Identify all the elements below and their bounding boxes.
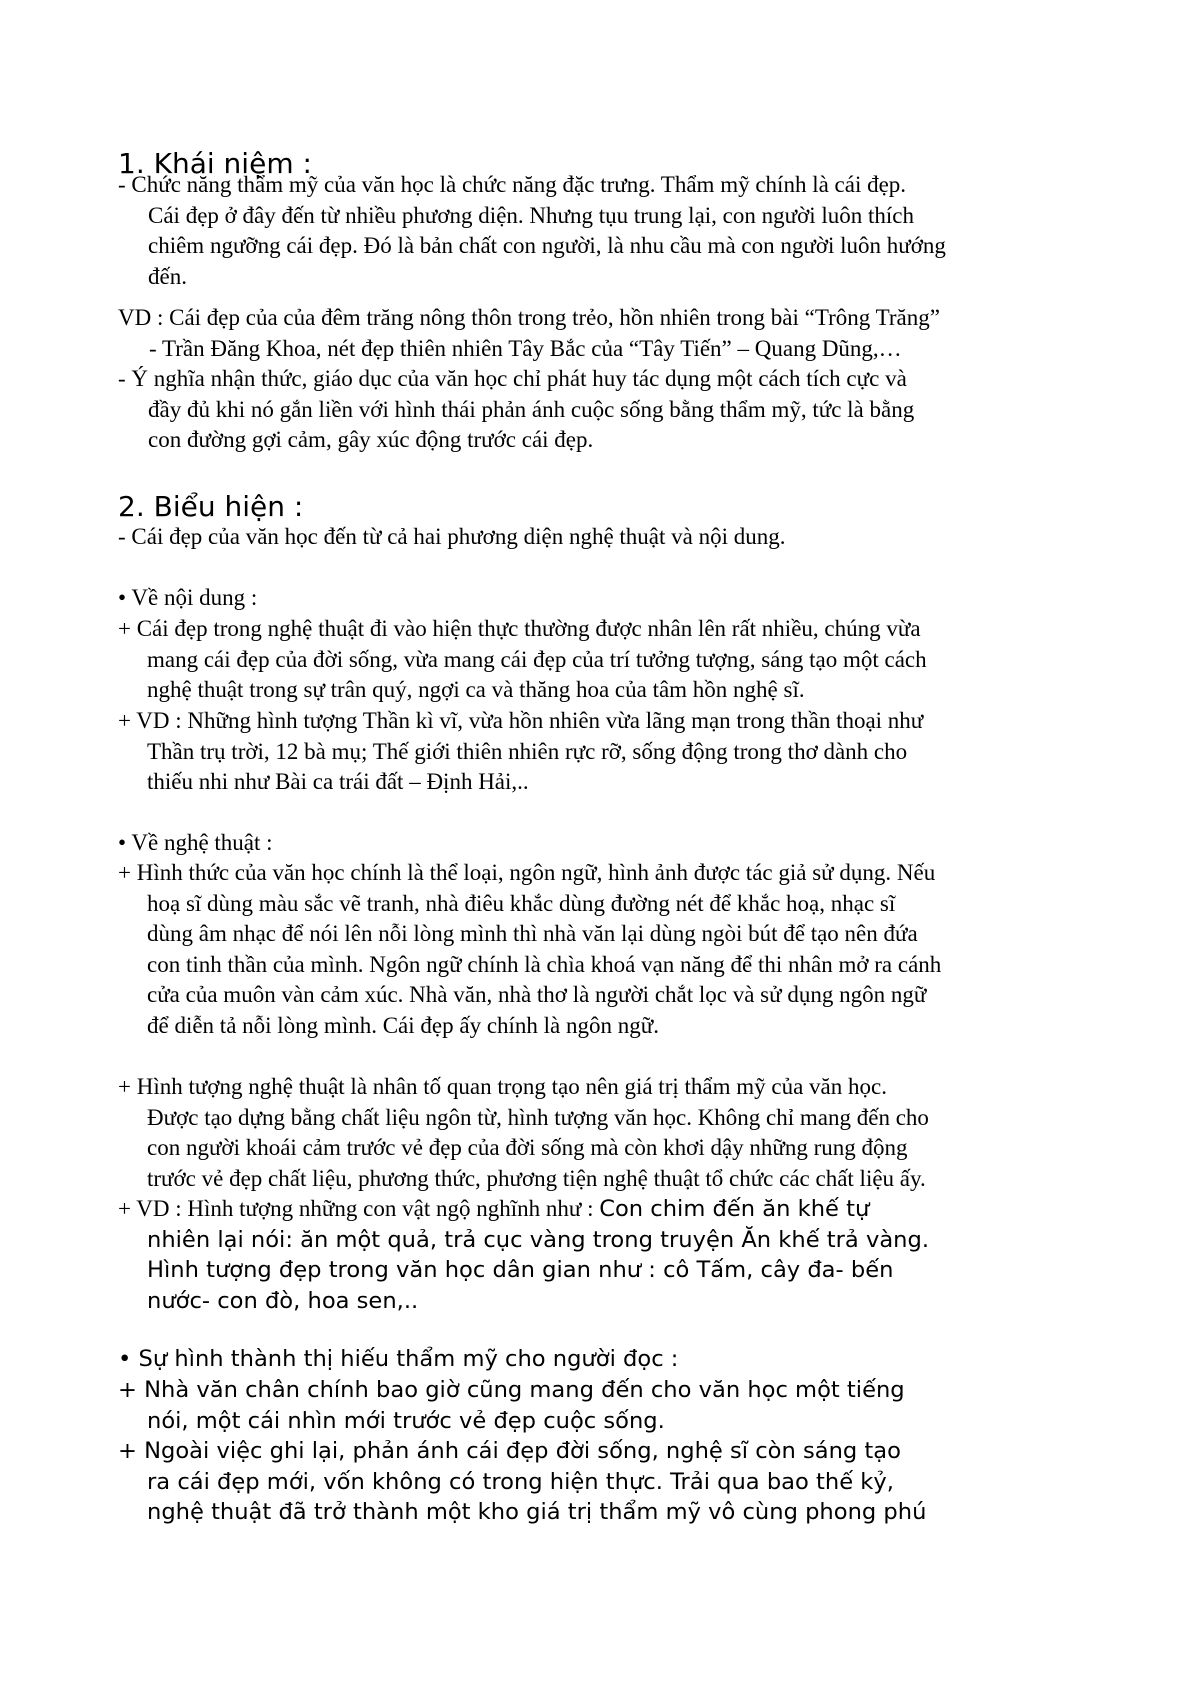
content-point-1 (118, 614, 927, 706)
text-line: + VD : Những hình tượng Thần kì vĩ, vừa hồn nhiên vừa lãng mạn trong thần thoại như (118, 708, 924, 733)
text-line: con tinh thần của mình. Ngôn ngữ chính là chìa khoá vạn năng để thi nhân mở ra cánh (147, 951, 942, 977)
intro-paragraph (118, 522, 786, 553)
section-2-title: 2. Biểu hiện : (118, 490, 304, 523)
text-line: - Ý nghĩa nhận thức, giáo dục của văn học chỉ phát huy tác dụng một cách tích cực và (118, 366, 907, 391)
section-1-title: 1. Khái niệm : (118, 147, 312, 180)
content-heading (118, 583, 257, 614)
text-line: VD : Cái đẹp của của đêm trăng nông thôn trong trẻo, hồn nhiên trong bài “Trông Trăng” (118, 305, 940, 330)
text-line: nghệ thuật trong sự trân quý, ngợi ca và thăng hoa của tâm hồn nghệ sĩ. (147, 677, 805, 702)
text-line: Thần trụ trời, 12 bà mụ; Thế giới thiên nhiên rực rỡ, sống động trong thơ dành cho (147, 738, 908, 764)
text-line: - Chức năng thẩm mỹ của văn học là chức năng đặc trưng. Thẩm mỹ chính là cái đẹp. (118, 172, 907, 197)
text-line: mang cái đẹp của đời sống, vừa mang cái đẹp của trí tưởng tượng, sáng tạo một cách (147, 646, 927, 672)
text-line: dùng âm nhạc để nói lên nỗi lòng mình thì nhà văn lại dùng ngòi bút để tạo nên đứa (147, 921, 918, 946)
content-point-2 (118, 706, 923, 798)
text-line: đến. (148, 263, 187, 289)
text-line: trước vẻ đẹp chất liệu, phương thức, phương tiện nghệ thuật tổ chức các chất liệu ấy. (147, 1165, 926, 1191)
text-line: để diễn tả nỗi lòng mình. Cái đẹp ấy chính là ngôn ngữ. (147, 1012, 659, 1038)
example-paragraph (118, 303, 940, 364)
art-heading (118, 828, 273, 859)
text-line: chiêm ngưỡng cái đẹp. Đó là bản chất con người, là nhu cầu mà con người luôn hướng (148, 233, 946, 258)
text-line: đầy đủ khi nó gắn liền với hình thái phản ánh cuộc sống bằng thẩm mỹ, tức là bằng (148, 396, 915, 422)
example-sans-part: Con chim đến ăn khế tự (599, 1196, 870, 1222)
taste-point-1 (118, 1375, 905, 1436)
text-line: thiếu nhi như Bài ca trái đất – Định Hải,.. (147, 769, 529, 794)
text-line: + Cái đẹp trong nghệ thuật đi vào hiện thực thường được nhân lên rất nhiều, chúng vừa (118, 616, 921, 641)
text-line: nhiên lại nói: ăn một quả, trả cục vàng trong truyện Ăn khế trả vàng. (147, 1226, 930, 1253)
text-line: ra cái đẹp mới, vốn không có trong hiện thực. Trải qua bao thế kỷ, (147, 1468, 894, 1495)
text-line: + Ngoài việc ghi lại, phản ánh cái đẹp đời sống, nghệ sĩ còn sáng tạo (118, 1438, 901, 1464)
text-line: • Sự hình thành thị hiếu thẩm mỹ cho người đọc : (118, 1346, 679, 1372)
taste-heading (118, 1344, 678, 1375)
text-line: nước- con đò, hoa sen,.. (147, 1287, 419, 1314)
text-line: cửa của muôn vàn cảm xúc. Nhà văn, nhà thơ là người chắt lọc và sử dụng ngôn ngữ (147, 982, 927, 1007)
art-point-2 (118, 1072, 929, 1194)
taste-point-2 (118, 1436, 926, 1528)
text-line (118, 1194, 929, 1225)
text-line: con đường gợi cảm, gây xúc động trước cái đẹp. (148, 427, 594, 452)
text-line: Hình tượng đẹp trong văn học dân gian như : cô Tấm, cây đa- bến (147, 1257, 894, 1283)
text-line: • Về nội dung : (118, 585, 258, 610)
text-line: • Về nghệ thuật : (118, 830, 273, 855)
text-line: - Cái đẹp của văn học đến từ cả hai phương diện nghệ thuật và nội dung. (118, 524, 786, 549)
text-line: hoạ sĩ dùng màu sắc vẽ tranh, nhà điêu khắc dùng đường nét để khắc hoạ, nhạc sĩ (147, 890, 896, 916)
text-line: Được tạo dựng bằng chất liệu ngôn từ, hình tượng văn học. Không chỉ mang đến cho (147, 1104, 929, 1130)
text-line: Cái đẹp ở đây đến từ nhiều phương diện. Nhưng tụu trung lại, con người luôn thích (148, 202, 915, 228)
text-line: + Nhà văn chân chính bao giờ cũng mang đến cho văn học một tiếng (118, 1377, 905, 1403)
definition-paragraph (118, 170, 946, 292)
text-line: + Hình tượng nghệ thuật là nhân tố quan trọng tạo nên giá trị thẩm mỹ của văn học. (118, 1074, 887, 1099)
text-line: nói, một cái nhìn mới trước vẻ đẹp cuộc sống. (147, 1407, 665, 1434)
art-point-1 (118, 858, 941, 1041)
art-example (118, 1194, 929, 1316)
text-line: + Hình thức của văn học chính là thể loại, ngôn ngữ, hình ảnh được tác giả sử dụng. Nếu (118, 860, 936, 885)
text-line: - Trần Đăng Khoa, nét đẹp thiên nhiên Tây Bắc của “Tây Tiến” – Quang Dũng,… (149, 335, 902, 361)
text-line: nghệ thuật đã trở thành một kho giá trị thẩm mỹ vô cùng phong phú (147, 1499, 927, 1525)
meaning-paragraph (118, 364, 914, 456)
text-line: con người khoái cảm trước vẻ đẹp của đời sống mà còn khơi dậy những rung động (147, 1135, 908, 1160)
example-serif-part: + VD : Hình tượng những con vật ngộ nghĩnh như : (118, 1196, 600, 1221)
